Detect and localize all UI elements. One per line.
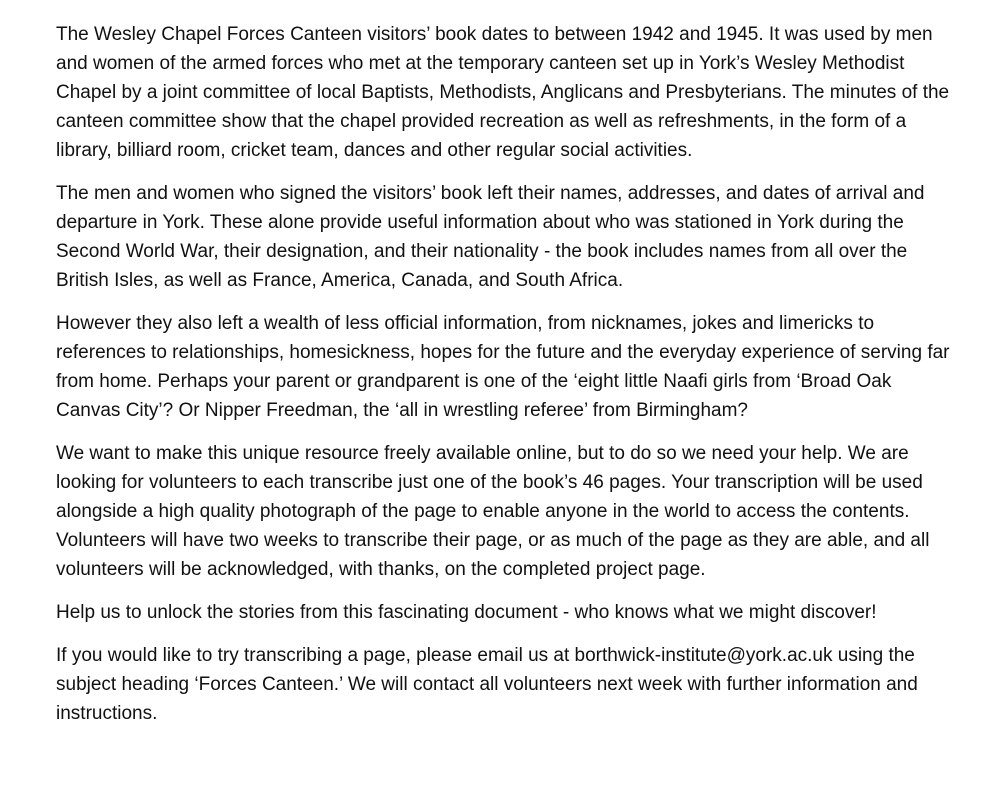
paragraph-visitors-info: The men and women who signed the visitors’ book left their names, addresses, and dates of arrival and departure in York. These alone provide useful information about who was stationed in York during the Second World War, their designation, and their nationality - the book includes names from all over the British Isles, as well as France, America, Canada, and South Africa. (56, 183, 925, 291)
paragraph-call-to-action: Help us to unlock the stories from this fascinating document - who knows what we might discover! (56, 602, 877, 623)
paragraph-volunteer-request: We want to make this unique resource freely available online, but to do so we need your help. We are looking for volunteers to each transcribe just one of the book’s 46 pages. Your transcription will be used alongside a high quality photograph of the page to enable anyone in the world to access the contents. Volunteers will have two weeks to transcribe their page, or as much of the page as they are able, and all volunteers will be acknowledged, with thanks, on the completed project page. (56, 443, 930, 580)
paragraph-contact-instructions: If you would like to try transcribing a page, please email us at borthwick-institute@york.ac.uk using the subject heading ‘Forces Canteen.’ We will contact all volunteers next week with further information and instructions. (56, 645, 918, 724)
document-body (56, 20, 960, 742)
paragraph-canteen-history: The Wesley Chapel Forces Canteen visitors’ book dates to between 1942 and 1945. It was used by men and women of the armed forces who met at the temporary canteen set up in York’s Wesley Methodist Chapel by a joint committee of local Baptists, Methodists, Anglicans and Presbyterians. The minutes of the canteen committee show that the chapel provided recreation as well as refreshments, in the form of a library, billiard room, cricket team, dances and other regular social activities. (56, 24, 950, 161)
paragraph-unofficial-info: However they also left a wealth of less official information, from nicknames, jokes and limericks to references to relationships, homesickness, hopes for the future and the everyday experience of serving far from home. Perhaps your parent or grandparent is one of the ‘eight little Naafi girls from ‘Broad Oak Canvas City’? Or Nipper Freedman, the ‘all in wrestling referee’ from Birmingham? (56, 313, 950, 421)
